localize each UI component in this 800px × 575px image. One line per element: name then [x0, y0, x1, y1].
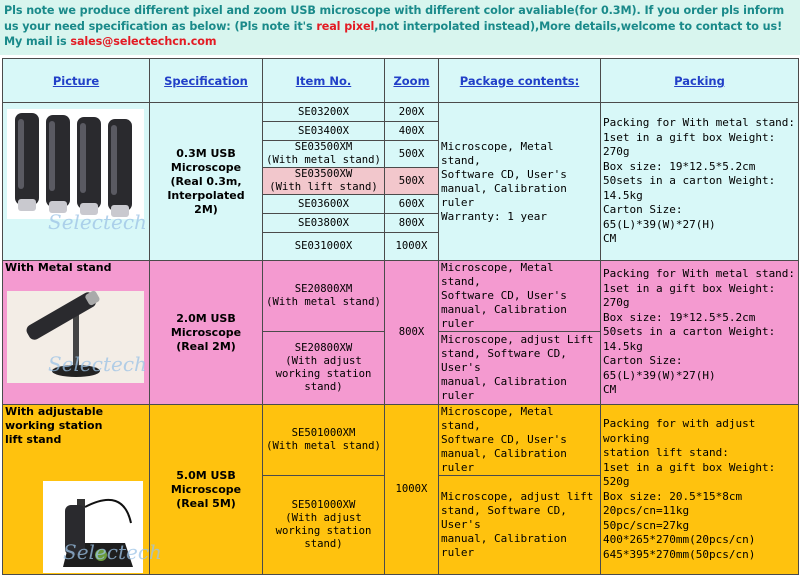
- item-no-line: SE03500XW: [294, 168, 353, 180]
- spec-line: Microscope: [170, 160, 242, 174]
- spec-line: 0.3M USB: [176, 146, 236, 160]
- zoom-cell: 1000X: [385, 405, 439, 575]
- packing-line: Box size: 19*12.5*5.2cm: [603, 159, 756, 173]
- packing-line: station lift stand:: [603, 446, 729, 459]
- email-address[interactable]: sales@selectechcn.com: [70, 35, 217, 48]
- spec-cell: [150, 103, 263, 261]
- header-package-contents[interactable]: Package contents:: [439, 59, 601, 103]
- packing-line: 20pcs/cn=11kg: [603, 504, 690, 517]
- item-no-cell: [263, 332, 385, 405]
- item-no-cell: [263, 261, 385, 332]
- package-line: Microscope, Metal stand,: [441, 405, 554, 432]
- package-line: manual, Calibration ruler: [441, 303, 567, 330]
- packing-line: Box size: 20.5*15*8cm: [603, 489, 743, 503]
- spec-line: (Real 2M): [176, 339, 236, 353]
- table-row: [3, 261, 799, 332]
- packing-line: 1set in a gift box Weight: 520g: [603, 460, 776, 488]
- item-no-line: SE501000XW: [291, 499, 356, 511]
- table-row: [3, 405, 799, 476]
- packing-line: 50sets in a carton Weight: 14.5kg: [603, 174, 776, 202]
- zoom-cell: 500X: [385, 141, 439, 168]
- package-cell: [439, 332, 601, 405]
- item-no-cell: [263, 168, 385, 195]
- header-item-no[interactable]: Item No.: [263, 59, 385, 103]
- package-line: Software CD, User's: [441, 289, 567, 302]
- package-line: Software CD, User's: [441, 433, 567, 446]
- package-line: Warranty: 1 year: [441, 209, 547, 223]
- header-packing[interactable]: Packing: [601, 59, 799, 103]
- packing-line: Carton Size: 65(L)*39(W)*27(H): [603, 354, 716, 382]
- zoom-cell: 1000X: [385, 233, 439, 261]
- packing-line: Carton Size: 65(L)*39(W)*27(H): [603, 203, 716, 231]
- package-line: Microscope, adjust lift: [441, 490, 594, 503]
- spec-cell: [150, 261, 263, 405]
- package-cell: [439, 476, 601, 575]
- item-no-line: SE03400X: [297, 124, 350, 137]
- table-row: [3, 103, 799, 122]
- mail-label: My mail is: [4, 35, 71, 48]
- item-no-line: (With adjust: [285, 512, 362, 524]
- header-specification[interactable]: Specification: [150, 59, 263, 103]
- item-no-cell: [263, 405, 385, 476]
- packing-line: Packing for With metal stand:: [603, 116, 796, 130]
- zoom-cell: 500X: [385, 168, 439, 195]
- packing-line: 645*395*270mm(50pcs/cn): [603, 547, 756, 561]
- header-picture[interactable]: Picture: [3, 59, 150, 103]
- item-no-cell: [263, 476, 385, 575]
- product-photo: [3, 447, 162, 564]
- product-table: [2, 58, 799, 575]
- watermark: Selectech: [48, 352, 147, 376]
- package-line: manual, Calibration ruler: [441, 181, 567, 209]
- package-line: Microscope, Metal stand,: [441, 261, 554, 288]
- package-cell: [439, 261, 601, 332]
- notice-line-2: [4, 19, 796, 35]
- spec-line: (Real 0.3m,: [170, 174, 242, 188]
- package-line: manual, Calibration ruler: [441, 375, 567, 402]
- item-no-cell: [263, 103, 385, 122]
- picture-label: With Metal stand: [5, 261, 112, 274]
- zoom-cell: 400X: [385, 122, 439, 141]
- item-no-line: stand): [304, 538, 343, 550]
- item-no-line: SE031000X: [294, 240, 353, 252]
- spec-line: Interpolated: [167, 188, 245, 202]
- item-no-line: working station: [275, 368, 372, 380]
- package-cell: [439, 103, 601, 261]
- package-line: Software CD, User's: [441, 167, 567, 181]
- packing-line: Packing for with adjust working: [603, 417, 756, 445]
- package-line: manual, Calibration ruler: [441, 532, 567, 559]
- item-no-line: (With adjust: [285, 355, 362, 367]
- notice-line-1: Pls note we produce different pixel and zoom USB microscope with different color avaliable(for 0.3M). If you order pls inform: [4, 4, 785, 17]
- spec-line: (Real 5M): [176, 496, 236, 510]
- notice-line-3: [4, 34, 796, 50]
- package-line: manual, Calibration ruler: [441, 447, 567, 474]
- item-no-line: (With metal stand): [266, 154, 381, 166]
- zoom-cell: 600X: [385, 195, 439, 214]
- real-pixel-emphasis: real pixel: [316, 19, 375, 33]
- item-no-line: SE03800X: [297, 216, 350, 229]
- item-no-line: SE20800XM: [294, 283, 353, 295]
- zoom-cell: 200X: [385, 103, 439, 122]
- picture-cell: [3, 103, 150, 261]
- picture-label: With adjustable working station lift stand: [5, 405, 104, 446]
- zoom-cell: 800X: [385, 214, 439, 233]
- item-no-line: (With metal stand): [266, 440, 381, 452]
- package-line: stand, Software CD, User's: [441, 347, 567, 374]
- spec-line: Microscope: [170, 325, 242, 339]
- spec-cell: [150, 405, 263, 575]
- table-header-row: [3, 59, 799, 103]
- packing-line: 1set in a gift box Weight: 270g: [603, 281, 776, 310]
- packing-line: CM: [603, 383, 617, 397]
- item-no-cell: [263, 214, 385, 233]
- package-cell: [439, 405, 601, 476]
- packing-line: CM: [603, 232, 617, 246]
- item-no-line: SE03600X: [297, 197, 350, 210]
- spec-line: 2M): [194, 202, 218, 216]
- header-zoom[interactable]: Zoom: [385, 59, 439, 103]
- packing-line: Box size: 19*12.5*5.2cm: [603, 310, 756, 324]
- packing-cell: [601, 405, 799, 575]
- notice-text: ,not interpolated instead),More details,welcome to contact to us!: [374, 19, 783, 33]
- item-no-line: (With metal stand): [266, 296, 381, 308]
- zoom-cell: 800X: [385, 261, 439, 405]
- spec-line: 5.0M USB: [176, 468, 236, 482]
- product-photo: [3, 275, 148, 377]
- packing-line: 1set in a gift box Weight: 270g: [603, 130, 776, 159]
- product-photo: [3, 103, 148, 253]
- packing-cell: [601, 103, 799, 261]
- item-no-line: stand): [304, 381, 343, 393]
- picture-cell: [3, 261, 150, 405]
- item-no-cell: [263, 141, 385, 168]
- package-line: stand, Software CD, User's: [441, 504, 567, 531]
- item-no-line: SE03200X: [297, 105, 350, 118]
- item-no-line: SE501000XM: [291, 427, 356, 439]
- packing-line: 50pc/scn=27kg: [603, 518, 690, 532]
- item-no-line: working station: [275, 525, 372, 537]
- package-line: Microscope, Metal stand,: [441, 139, 554, 167]
- package-line: Microscope, adjust Lift: [441, 333, 594, 346]
- watermark: Selectech: [48, 210, 147, 234]
- packing-line: Packing for With metal stand:: [603, 267, 796, 281]
- spec-line: Microscope: [170, 482, 242, 496]
- picture-cell: [3, 405, 162, 575]
- packing-line: 400*265*270mm(20pcs/cn): [603, 533, 756, 546]
- item-no-cell: [263, 233, 385, 261]
- packing-cell: [601, 261, 799, 405]
- item-no-cell: [263, 195, 385, 214]
- notice-banner: [0, 0, 800, 55]
- notice-text: us your need specification as below: (Pls note it's: [4, 19, 317, 33]
- item-no-line: (With lift stand): [269, 181, 378, 193]
- spec-line: 2.0M USB: [176, 311, 236, 325]
- item-no-line: SE03500XM: [294, 141, 353, 153]
- item-no-cell: [263, 122, 385, 141]
- packing-line: 50sets in a carton Weight: 14.5kg: [603, 325, 776, 353]
- item-no-line: SE20800XW: [294, 342, 353, 354]
- watermark: Selectech: [63, 540, 162, 564]
